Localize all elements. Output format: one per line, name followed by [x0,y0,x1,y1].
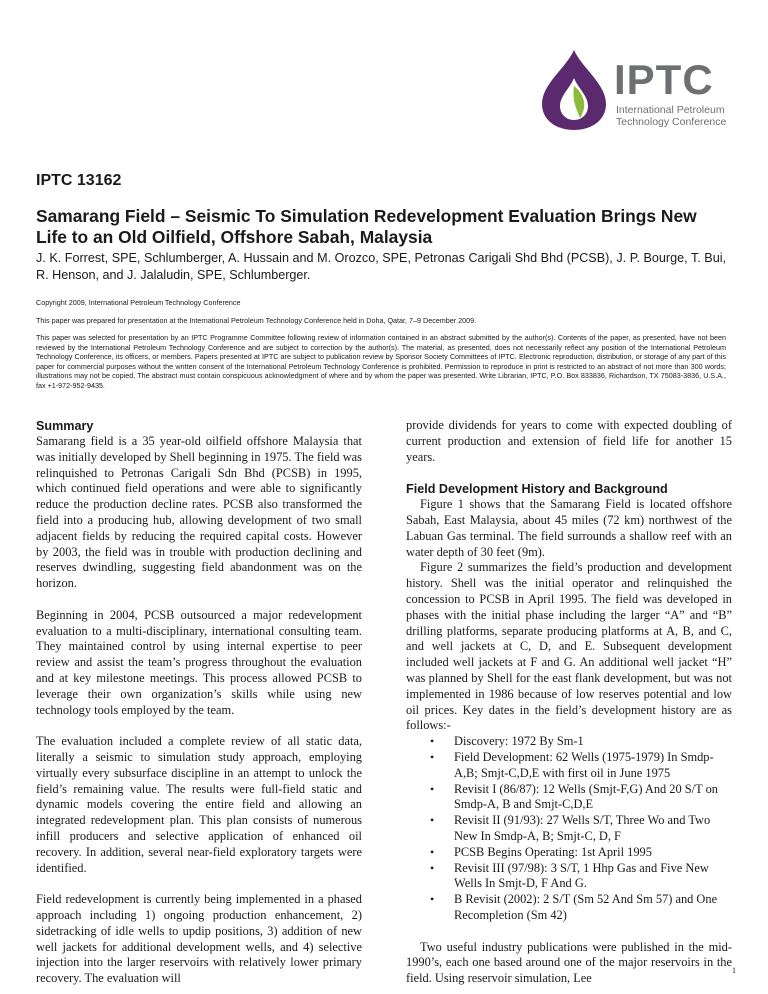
left-column [36,418,362,987]
page-number: 1 [732,966,736,975]
disclaimer-notice: This paper was selected for presentation by an IPTC Programme Committee following review of information contained in an abstract submitted by the author(s). Contents of the paper, as presented, have not been reviewed by the International Petroleum Technology Conference and are subject to correction by the author(s). The material, as presented, does not necessarily reflect any position of the International Petroleum Technology Conference, its officers, or members. Papers presented at IPTC are subject to publication review by Sponsor Society Committees of IPTC. Electronic reproduction, distribution, or storage of any part of this paper for commercial purposes without the written consent of the International Petroleum Technology Conference is prohibited. Permission to reproduce in print is restricted to an abstract of not more than 300 words; illustrations may not be copied. The abstract must contain conspicuous acknowledgment of where and by whom the paper was presented. Write Librarian, IPTC, P.O. Box 833836, Richardson, TX 75083-3836, U.S.A., fax +1-972-952-9435. [36,333,726,390]
key-date-item: • Field Development: 62 Wells (1975-1979) In Smdp-A,B; Smjt-C,D,E with first oil in June 1975 [406,750,732,782]
author-list: J. K. Forrest, SPE, Schlumberger, A. Hussain and M. Orozco, SPE, Petronas Carigali Shd Bhd (PCSB), J. P. Bourge, T. Bui, R. Henson, and J. Jalaludin, SPE, Schlumberger. [36,251,726,282]
key-date-item: • Revisit II (91/93): 27 Wells S/T, Three Wo and Two New In Smdp-A, B; Smjt-C, D, F [406,813,732,845]
key-date-item: • PCSB Begins Operating: 1st April 1995 [406,845,732,861]
presentation-notice: This paper was prepared for presentation at the International Petroleum Technology Conference held in Doha, Qatar, 7–9 December 2009. [36,316,477,325]
logo-wordmark: IPTC [614,56,714,103]
summary-paragraph: Samarang field is a 35 year-old oilfield offshore Malaysia that was initially developed by Shell beginning in 1975. The field was relinquished to Petronas Carigali Sdn Bhd (PCSB) in 1995, which continued field operations and were able to significantly reduce the production decline rates. PCSB also transformed the field into a producing hub, allowing development of two small adjacent fields by reducing the required capital costs. However by 2003, the field was in trouble with production declining and reserves dwindling, suggesting field abandonment was on the horizon. [36,434,362,591]
key-date-item: • B Revisit (2002): 2 S/T (Sm 52 And Sm 57) and One Recompletion (Sm 42) [406,892,732,924]
drop-logo-icon [538,48,610,132]
summary-paragraph: The evaluation included a complete review of all static data, literally a seismic to simulation study approach, employing virtually every subsurface discipline in an attempt to unlock the field’s remaining value. The results were full-field static and dynamic models covering the entire field and allowing an integrated redevelopment plan. This plan consists of numerous infill producers and selective application of enhanced oil recovery. In addition, several near-field exploratory targets were identified. [36,734,362,875]
history-paragraph: Figure 2 summarizes the field’s production and development history. Shell was the initial operator and relinquished the concession to PCSB in April 1995. The field was developed in phases with the initial phase including the larger “A” and “B” drilling platforms, separate producing platforms at A, B, and C, and well jackets at C, D, and E. Subsequent development included well jackets at F and G. An additional well jacket “H” was planned by Shell for the east flank development, but was not implemented in 1986 because of low reserves potential and low oil prices. Key dates in the field’s development history are as follows:- [406,560,732,733]
summary-continuation: provide dividends for years to come with expected doubling of current production and extension of field life for another 15 years. [406,418,732,464]
paper-number: IPTC 13162 [36,172,122,189]
key-date-item: • Revisit III (97/98): 3 S/T, 1 Hhp Gas and Five New Wells In Smjt-D, F And G. [406,861,732,893]
summary-paragraph: Beginning in 2004, PCSB outsourced a major redevelopment evaluation to a multi-disciplinary, international consulting team. They maintained control by using internal expertise to peer review and assist the team’s progress throughout the evaluation and at key milestone meetings. This process allowed PCSB to leverage their own organization’s skills while using new technology tools employed by the team. [36,607,362,717]
key-date-item: • Discovery: 1972 By Sm-1 [406,734,732,750]
history-closing-paragraph: Two useful industry publications were published in the mid-1990’s, each one based around one of the major reservoirs in the field. Using reservoir simulation, Lee [406,939,732,986]
key-date-item: • Revisit I (86/87): 12 Wells (Smjt-F,G) And 20 S/T on Smdp-A, B and Smjt-C,D,E [406,782,732,814]
history-heading: Field Development History and Background [406,482,668,497]
right-column [406,418,732,987]
copyright-notice: Copyright 2009, International Petroleum Technology Conference [36,298,241,307]
key-dates-list [406,734,732,924]
paper-title: Samarang Field – Seismic To Simulation Redevelopment Evaluation Brings New Life to an Old Oilfield, Offshore Sabah, Malaysia [36,206,697,247]
summary-heading: Summary [36,419,94,433]
logo-subtitle [616,104,756,128]
summary-paragraph: Field redevelopment is currently being implemented in a phased approach including 1) ongoing production enhancement, 2) sidetracking of idle wells to updip positions, 3) addition of new well jackets for additional development wells, and 4) selective injection into the larger reservoirs with relatively lower primary recovery. The evaluation will [36,892,362,986]
logo-subtitle-line-1: International Petroleum [616,104,725,116]
history-paragraph: Figure 1 shows that the Samarang Field is located offshore Sabah, East Malaysia, about 45 miles (72 km) northwest of the Labuan Gas terminal. The field surrounds a shallow reef with an water depth of 30 feet (9m). [406,497,732,559]
logo-subtitle-line-2: Technology Conference [616,116,727,128]
iptc-logo [538,48,738,132]
